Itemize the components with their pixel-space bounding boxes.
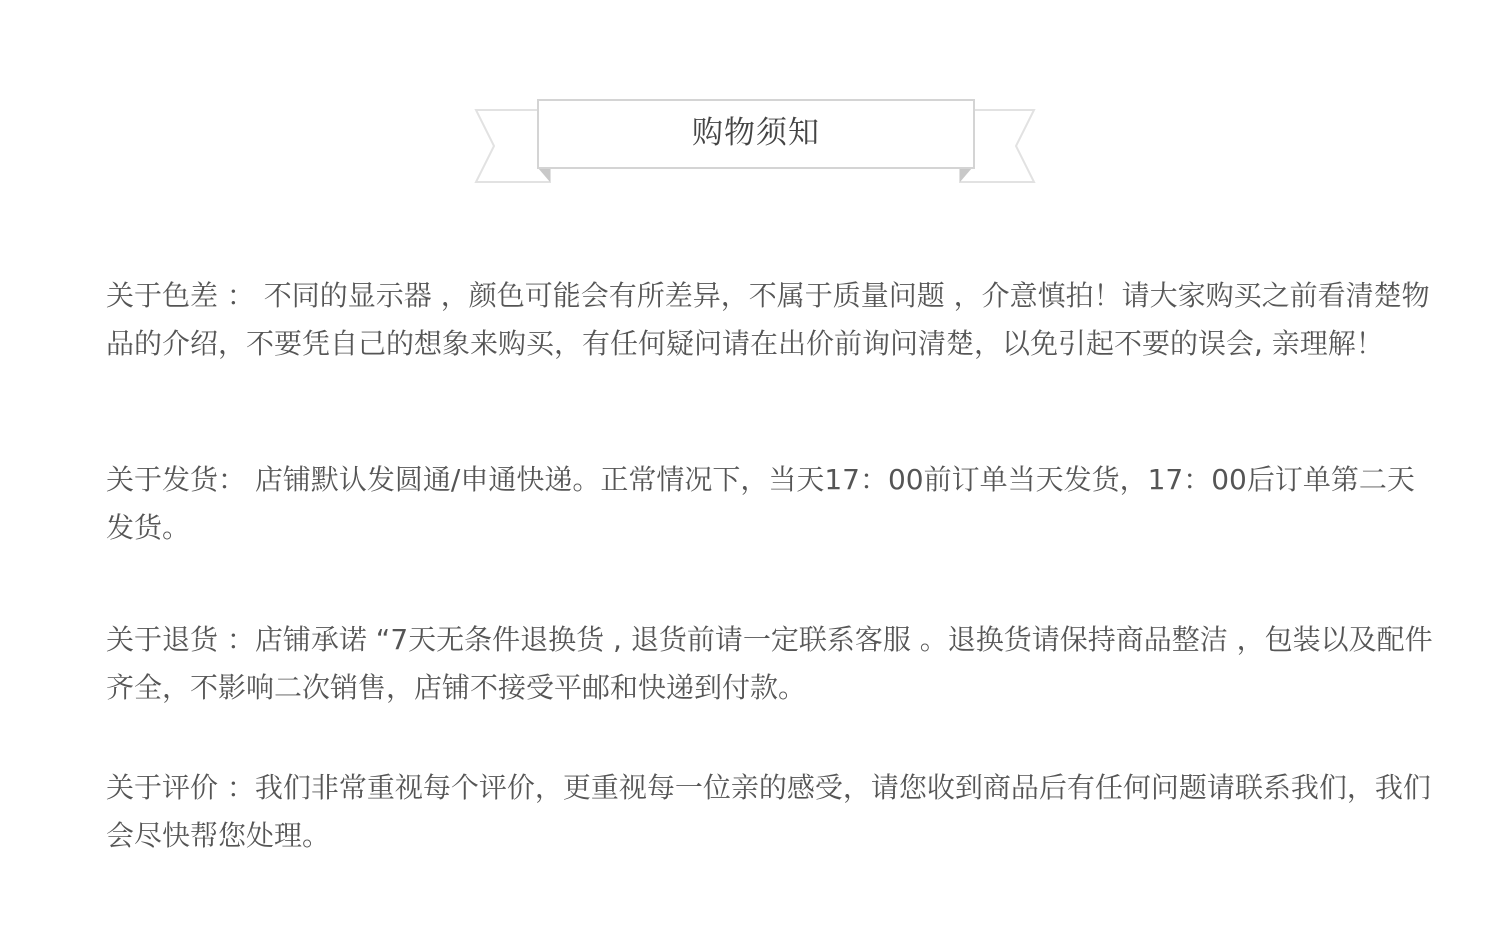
title-banner — [470, 96, 1040, 188]
notice-text: 店铺承诺 “7天无条件退换货 , 退货前请一定联系客服 。退换货请保持商品整洁 ，包装以及配件齐全，不影响二次销售，店铺不接受平邮和快递到付款。 — [106, 623, 1433, 704]
notice-label: 关于退货 ： — [106, 623, 255, 656]
notice-shipping — [106, 456, 1436, 552]
notice-color-difference — [106, 272, 1436, 368]
notice-text: 不同的显示器 ，颜色可能会有所差异，不属于质量问题 ，介意慎拍！请大家购买之前看清楚物品的介绍，不要凭自己的想象来购买，有任何疑问请在出价前询问清楚，以免引起不要的误会, 亲理解！ — [106, 279, 1430, 360]
notice-text: 我们非常重视每个评价，更重视每一位亲的感受，请您收到商品后有任何问题请联系我们，我们会尽快帮您处理。 — [106, 771, 1431, 852]
notice-label: 关于评价 ： — [106, 771, 255, 804]
page-title: 购物须知 — [692, 115, 820, 151]
notice-label: 关于色差 ： — [106, 279, 255, 312]
notice-reviews — [106, 764, 1436, 860]
notice-text: 店铺默认发圆通/申通快递。正常情况下，当天17：00前订单当天发货，17：00后订单第二天发货。 — [106, 463, 1415, 544]
notice-label: 关于发货： — [106, 463, 247, 496]
notice-returns — [106, 616, 1436, 712]
